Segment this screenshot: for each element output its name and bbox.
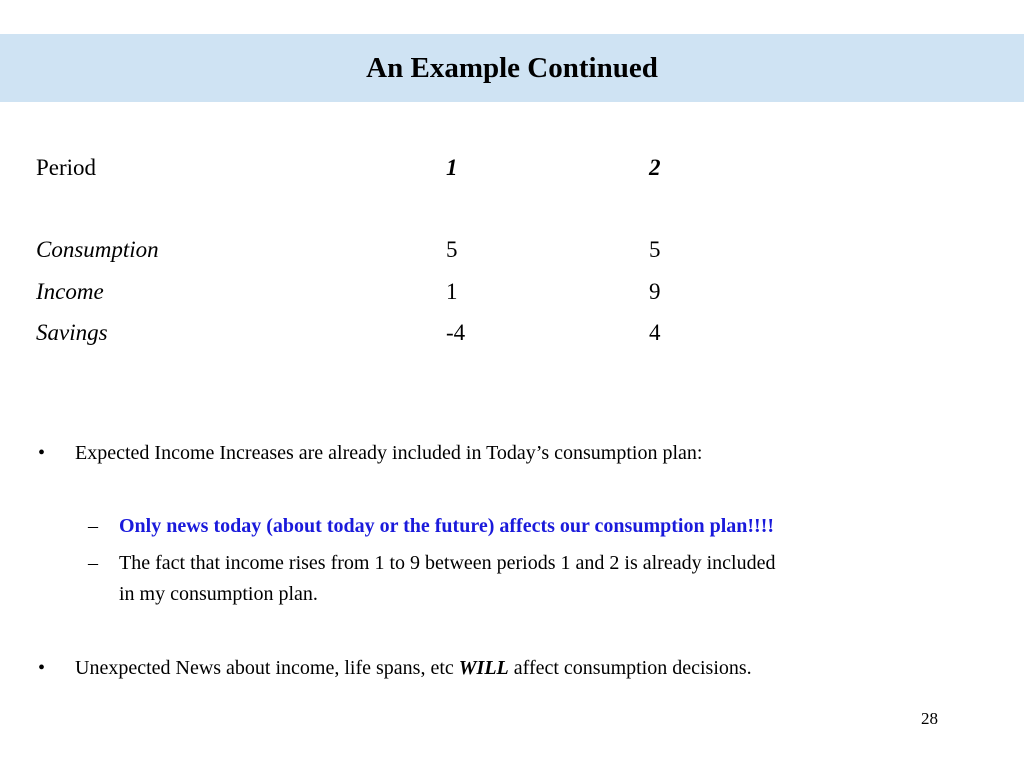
dash-marker: –: [88, 515, 98, 537]
sub-bullet-income-rises-line2: in my consumption plan.: [119, 583, 318, 605]
table-cell-income-1: 1: [446, 279, 458, 304]
table-row-label-consumption: Consumption: [36, 237, 159, 262]
table-row-label-income: Income: [36, 279, 104, 304]
table-cell-consumption-2: 5: [649, 237, 661, 262]
table-cell-income-2: 9: [649, 279, 661, 304]
bullet-unexpected-news: [75, 653, 975, 684]
table-header-period-2: 2: [649, 155, 661, 180]
dash-marker: –: [88, 552, 98, 574]
table-row-label-savings: Savings: [36, 320, 108, 345]
table-header-period-1: 1: [446, 155, 458, 180]
bullet-unexpected-news-start: Unexpected News about income, life spans, etc: [75, 657, 459, 679]
sub-bullet-income-rises-line1: The fact that income rises from 1 to 9 between periods 1 and 2 is already included: [119, 552, 776, 574]
bullet-marker: •: [38, 442, 46, 464]
table-header-label: Period: [36, 155, 97, 180]
bullet-marker: •: [38, 657, 46, 679]
slide-title: An Example Continued: [366, 52, 658, 84]
bullet-unexpected-news-end: affect consumption decisions.: [508, 657, 752, 679]
table-cell-consumption-1: 5: [446, 237, 458, 262]
bullet-expected-income: Expected Income Increases are already included in Today’s consumption plan:: [75, 442, 703, 464]
emphasis-will: WILL: [458, 657, 509, 679]
table-cell-savings-1: -4: [446, 320, 466, 345]
table-cell-savings-2: 4: [649, 320, 661, 345]
sub-bullet-only-news: Only news today (about today or the future) affects our consumption plan!!!!: [119, 515, 775, 537]
page-number: 28: [921, 709, 938, 728]
